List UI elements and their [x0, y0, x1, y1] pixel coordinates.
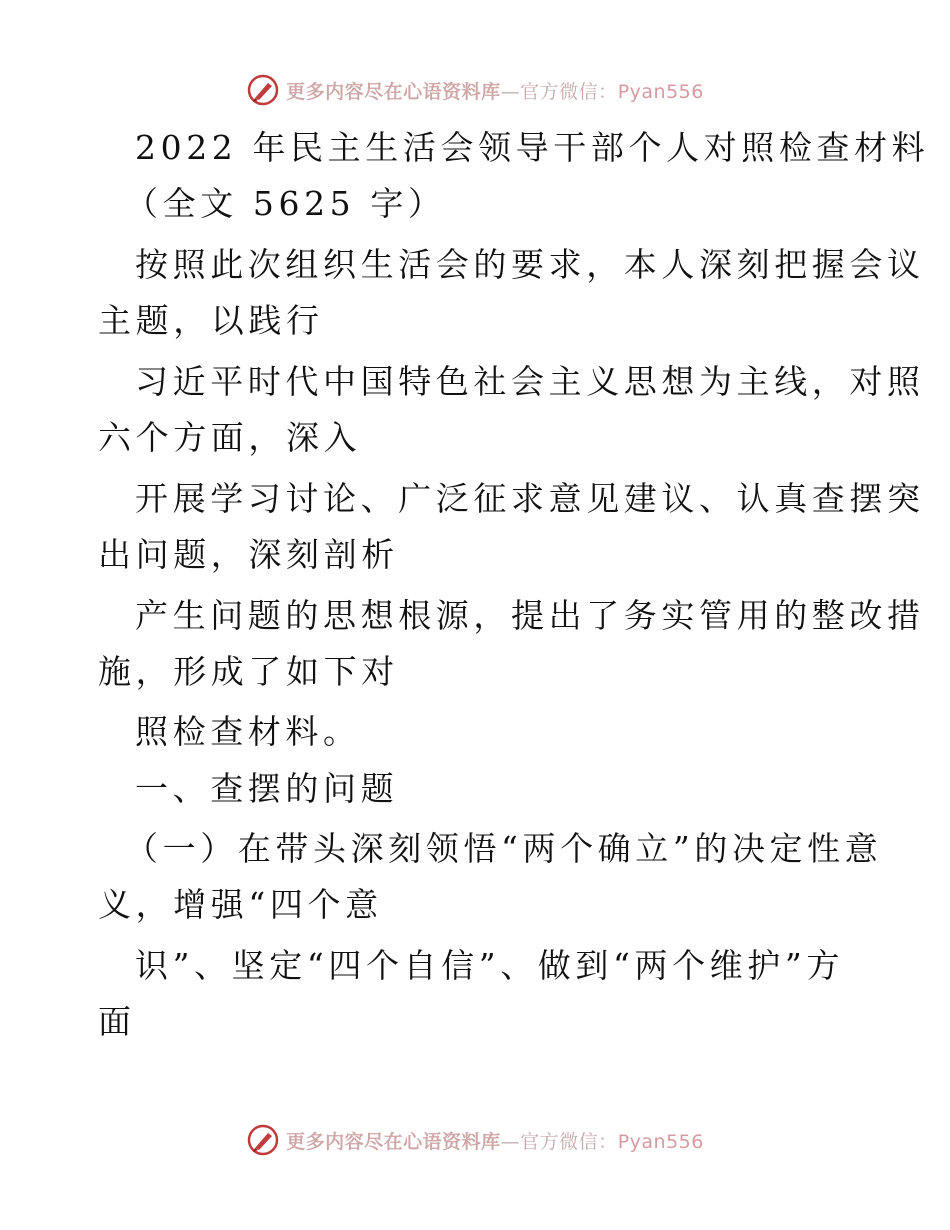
doc-line: 主题，以践行	[98, 301, 324, 340]
doc-line: 习近平时代中国特色社会主义思想为主线，对照	[135, 362, 925, 401]
subsection-heading: （一）在带头深刻领悟“两个确立”的决定性意	[125, 829, 883, 868]
watermark-main: 更多内容尽在心语资料库	[286, 80, 501, 103]
footer-watermark	[0, 1120, 950, 1160]
watermark-wechat-id: Pyan556	[617, 80, 704, 103]
watermark-dash: —	[500, 1130, 521, 1153]
doc-line: 按照此次组织生活会的要求，本人深刻把握会议	[135, 245, 925, 284]
doc-line: 识”、坚定“四个自信”、做到“两个维护”方	[135, 946, 844, 985]
watermark-text	[286, 77, 704, 104]
quill-logo-icon	[246, 73, 280, 107]
watermark-wechat-id: Pyan556	[617, 1130, 704, 1153]
doc-line: 义，增强“四个意	[98, 885, 383, 924]
watermark-wechat-label: 官方微信：	[520, 1130, 618, 1153]
doc-line: 照检查材料。	[135, 712, 361, 751]
doc-title-line-2: （全文 5625 字）	[125, 184, 446, 223]
doc-line: 六个方面，深入	[98, 418, 362, 457]
watermark-dash: —	[500, 80, 521, 103]
doc-line: 施，形成了如下对	[98, 652, 399, 691]
doc-line: 出问题，深刻剖析	[98, 535, 399, 574]
header-watermark	[0, 70, 950, 110]
doc-title-line-1: 2022 年民主生活会领导干部个人对照检查材料	[135, 128, 930, 167]
watermark-main: 更多内容尽在心语资料库	[286, 1130, 501, 1153]
quill-logo-icon	[246, 1123, 280, 1157]
doc-line: 面	[98, 1002, 136, 1041]
doc-line: 开展学习讨论、广泛征求意见建议、认真查摆突	[135, 479, 925, 518]
watermark-wechat-label: 官方微信：	[520, 80, 618, 103]
watermark-text	[286, 1127, 704, 1154]
doc-line: 产生问题的思想根源，提出了务实管用的整改措	[135, 596, 925, 635]
section-heading: 一、查摆的问题	[135, 769, 399, 808]
